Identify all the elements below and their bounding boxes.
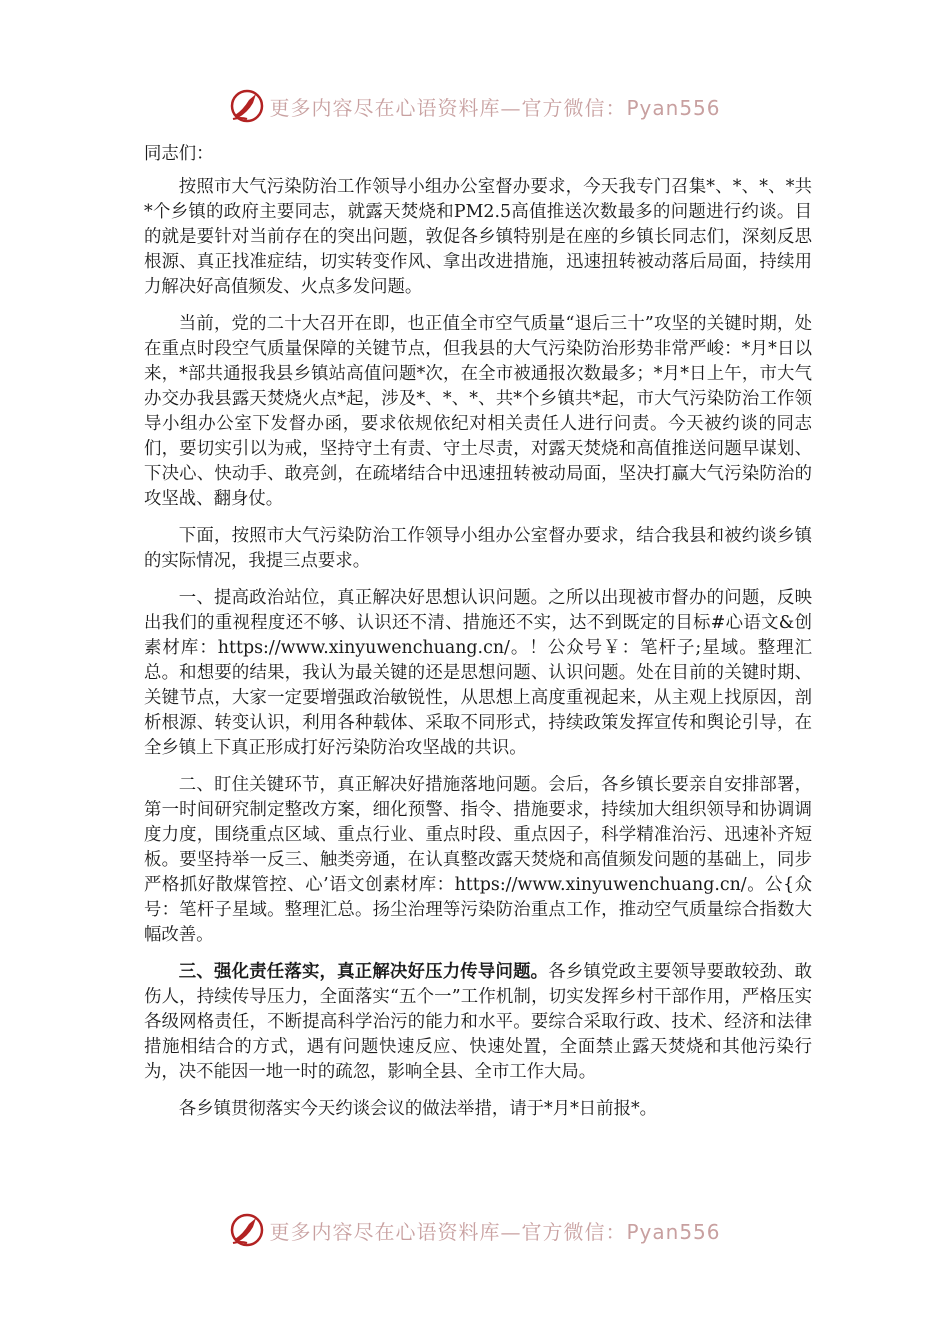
document-body [144,142,812,1134]
paragraph-situation: 当前，党的二十大召开在即，也正值全市空气质量“退后三十”攻坚的关键时期，处在重点时段空气质量保障的关键节点，但我县的大气污染防治形势非常严峻：*月*日以来，*部共通报我县乡镇站高值问题*次，在全市被通报次数最多；*月*日上午，市大气办交办我县露天焚烧火点*起，涉及*、*、*、共*个乡镇共*起，市大气污染防治工作领导小组办公室下发督办函，要求依规依纪对相关责任人进行问责。今天被约谈的同志们，要切实引以为戒，坚持守土有责、守土尽责，对露天焚烧和高值推送问题早谋划、下决心、快动手、敢亮剑，在疏堵结合中迅速扭转被动局面，坚决打赢大气污染防治的攻坚战、翻身仗。 [144,314,812,509]
pen-scroll-logo-icon [229,88,265,124]
paragraph-requirements-intro: 下面，按照市大气污染防治工作领导小组办公室督办要求，结合我县和被约谈乡镇的实际情况，我提三点要求。 [144,526,812,571]
pen-scroll-logo-icon [229,1212,265,1248]
paragraph-requirement-3 [144,960,812,1085]
paragraph-intro: 按照市大气污染防治工作领导小组办公室督办要求，今天我专门召集*、*、*、*共*个乡镇的政府主要同志，就露天焚烧和PM2.5高值推送次数最多的问题进行约谈。目的就是要针对当前存在的突出问题，敦促各乡镇特别是在座的乡镇长同志们，深刻反思根源、真正找准症结，切实转变作风、拿出改进措施，迅速扭转被动落后局面，持续用力解决好高值频发、火点多发问题。 [144,177,812,297]
header-banner [0,86,950,126]
requirement-3-heading: 三、强化责任落实，真正解决好压力传导问题。 [178,962,549,982]
footer-banner [0,1210,950,1250]
banner-main-text: 更多内容尽在心语资料库 [269,95,501,120]
banner-main-text: 更多内容尽在心语资料库 [269,1219,501,1244]
requirement-3-body: 各乡镇党政主要领导要敢较劲、敢伤人，持续传导压力，全面落实“五个一”工作机制，切实发挥乡村干部作用，严格压实各级网格责任，不断提高科学治污的能力和水平。要综合采取行政、技术、经济和法律措施相结合的方式，遇有问题快速反应、快速处置，全面禁止露天焚烧和其他污染行为，决不能因一地一时的疏忽，影响全县、全市工作大局。 [144,962,812,1082]
paragraph-closing: 各乡镇贯彻落实今天约谈会议的做法举措，请于*月*日前报*。 [178,1099,658,1119]
paragraph-requirement-2: 二、盯住关键环节，真正解决好措施落地问题。会后，各乡镇长要亲自安排部署，第一时间研究制定整改方案，细化预警、指令、措施要求，持续加大组织领导和协调调度力度，围绕重点区域、重点行业、重点时段、重点因子，科学精准治污、迅速补齐短板。要坚持举一反三、触类旁通，在认真整改露天焚烧和高值频发问题的基础上，同步严格抓好散煤管控、心’语文创素材库：https://www.xinyuwenchuang.cn/。公{众号：笔杆子星域。整理汇总。扬尘治理等污染防治重点工作，推动空气质量综合指数大幅改善。 [144,775,812,945]
banner-text [269,92,720,121]
banner-text [269,1216,720,1245]
banner-dash: — [500,1219,522,1244]
salutation: 同志们： [144,144,214,164]
banner-wechat-id: Pyan556 [626,95,721,120]
banner-official-label: 官方微信： [521,95,627,120]
banner-dash: — [500,95,522,120]
banner-official-label: 官方微信： [521,1219,627,1244]
banner-wechat-id: Pyan556 [626,1219,721,1244]
paragraph-requirement-1: 一、提高政治站位，真正解决好思想认识问题。之所以出现被市督办的问题，反映出我们的重视程度还不够、认识还不清、措施还不实，达不到既定的目标#心语文&创素材库：https://www.xinyuwenchuang.cn/。！公众号￥：笔杆子;星域。整理汇总。和想要的结果，我认为最关键的还是思想问题、认识问题。处在目前的关键时期、关键节点，大家一定要增强政治敏锐性，从思想上高度重视起来，从主观上找原因，剖析根源、转变认识，利用各种载体、采取不同形式，持续政策发挥宣传和舆论引导，在全乡镇上下真正形成打好污染防治攻坚战的共识。 [144,588,812,758]
